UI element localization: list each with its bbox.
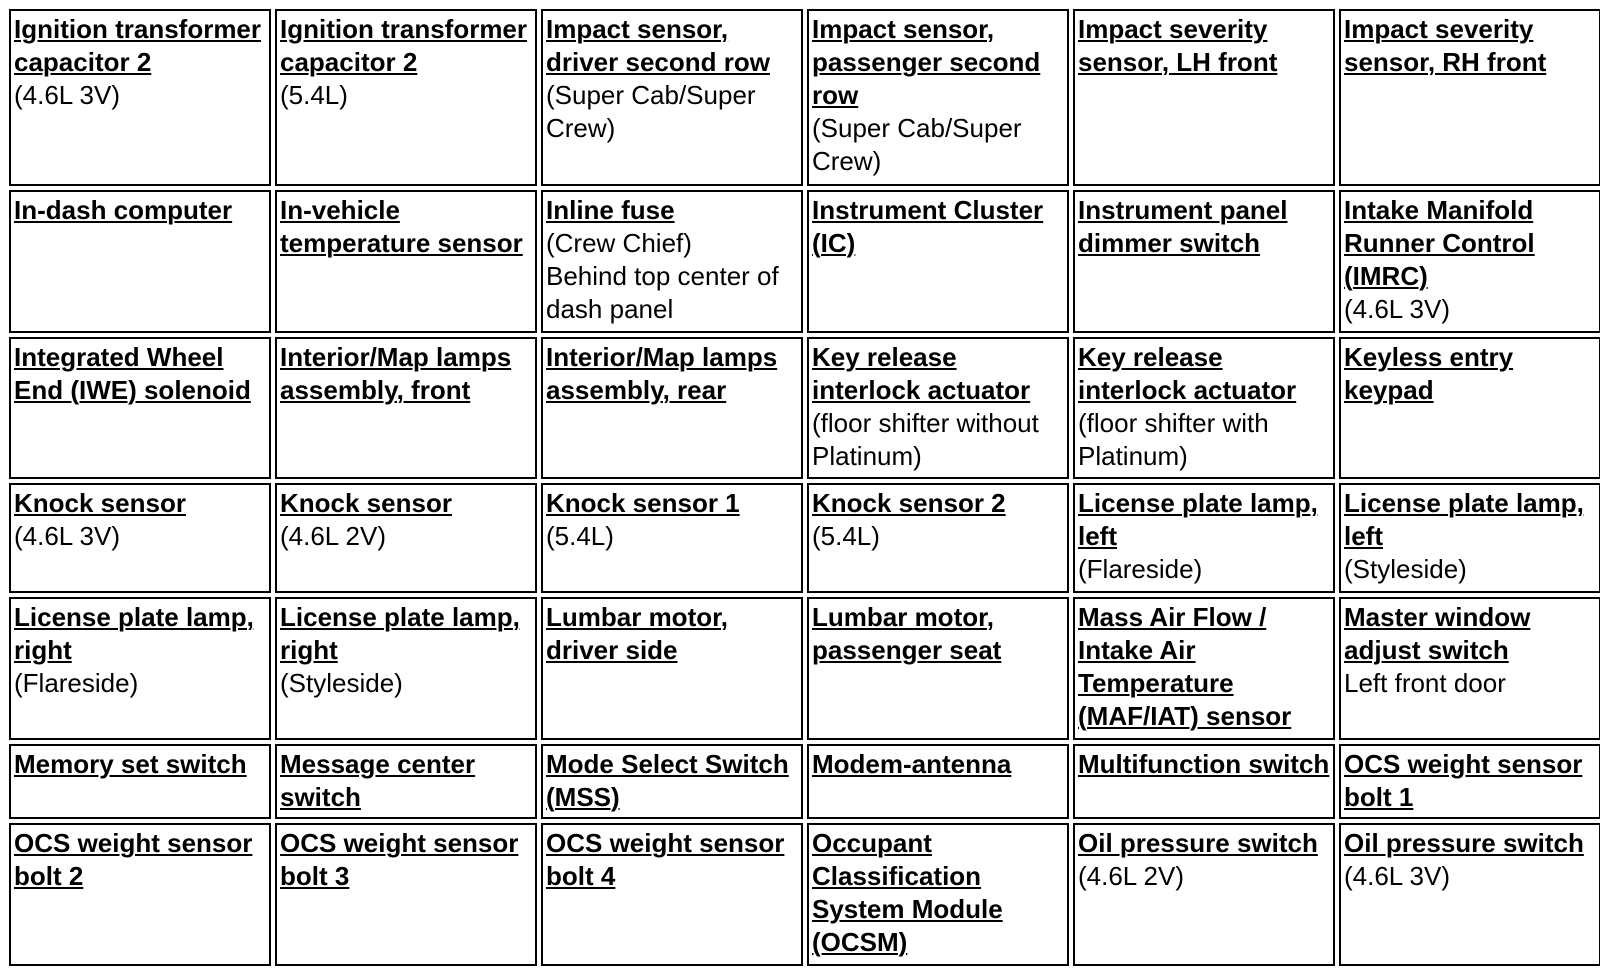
component-link[interactable]: Lumbar motor, passenger seat <box>812 601 1002 665</box>
table-row <box>9 823 1600 966</box>
component-link[interactable]: Keyless entry keypad <box>1344 341 1514 405</box>
component-cell <box>9 337 271 480</box>
component-cell <box>9 823 271 966</box>
component-link[interactable]: Modem-antenna <box>812 748 1012 779</box>
component-cell <box>9 483 271 592</box>
component-link[interactable]: OCS weight sensor bolt 2 <box>14 828 253 892</box>
component-link[interactable]: Ignition transformer capacitor 2 <box>14 14 262 77</box>
component-link[interactable]: Memory set switch <box>14 748 247 779</box>
component-link[interactable]: Message center switch <box>280 748 476 812</box>
component-link[interactable]: Intake Manifold Runner Control (IMRC) <box>1344 194 1535 291</box>
component-link[interactable]: Inline fuse <box>546 194 675 225</box>
component-link[interactable]: Integrated Wheel End (IWE) solenoid <box>14 341 251 405</box>
component-cell <box>1073 337 1335 480</box>
component-link[interactable]: Knock sensor <box>14 488 186 519</box>
component-link[interactable]: Impact severity sensor, RH front <box>1344 14 1547 77</box>
component-note: (floor shifter with Platinum) <box>1078 407 1269 471</box>
component-cell <box>541 190 803 333</box>
component-note: (Styleside) <box>1344 554 1467 585</box>
component-note: Left front door <box>1344 667 1506 698</box>
component-link[interactable]: OCS weight sensor bolt 4 <box>546 828 785 892</box>
component-cell <box>807 744 1069 820</box>
component-note: (5.4L) <box>280 80 348 110</box>
component-note: (Crew Chief) Behind top center of dash panel <box>546 227 779 324</box>
component-link[interactable]: Instrument Cluster (IC) <box>812 194 1044 258</box>
component-note: (Flareside) <box>14 667 139 698</box>
component-link[interactable]: Interior/Map lamps assembly, front <box>280 341 512 405</box>
component-link[interactable]: Mode Select Switch (MSS) <box>546 748 789 812</box>
component-cell <box>541 337 803 480</box>
component-cell <box>1073 744 1335 820</box>
component-cell <box>1073 823 1335 966</box>
component-link[interactable]: Instrument panel dimmer switch <box>1078 194 1288 258</box>
table-row <box>9 9 1600 186</box>
component-cell <box>1339 483 1600 592</box>
component-link[interactable]: Oil pressure switch <box>1078 828 1318 859</box>
component-cell <box>1073 190 1335 333</box>
component-link[interactable]: In-dash computer <box>14 194 233 225</box>
component-link[interactable]: Impact severity sensor, LH front <box>1078 14 1278 77</box>
component-note: (floor shifter without Platinum) <box>812 407 1039 471</box>
component-link[interactable]: Knock sensor 1 <box>546 488 740 519</box>
table-row <box>9 337 1600 480</box>
component-note: (4.6L 3V) <box>1344 293 1450 324</box>
component-note: (5.4L) <box>546 521 614 552</box>
component-cell <box>541 597 803 740</box>
component-link[interactable]: Ignition transformer capacitor 2 <box>280 14 528 77</box>
component-cell <box>1339 9 1600 186</box>
component-link[interactable]: License plate lamp, left <box>1078 488 1318 552</box>
component-cell <box>807 823 1069 966</box>
component-cell <box>275 483 537 592</box>
component-cell <box>275 823 537 966</box>
component-link[interactable]: Master window adjust switch <box>1344 601 1531 665</box>
component-cell <box>9 744 271 820</box>
component-cell <box>275 744 537 820</box>
component-link[interactable]: Oil pressure switch <box>1344 828 1584 859</box>
component-cell <box>9 9 271 186</box>
component-link[interactable]: Interior/Map lamps assembly, rear <box>546 341 778 405</box>
component-link[interactable]: Key release interlock actuator <box>1078 341 1297 405</box>
component-cell <box>1339 597 1600 740</box>
component-cell <box>1073 597 1335 740</box>
component-cell <box>1339 823 1600 966</box>
component-link[interactable]: License plate lamp, right <box>14 601 254 665</box>
component-note: (4.6L 3V) <box>1344 861 1450 892</box>
component-link[interactable]: Occupant Classification System Module (OCSM) <box>812 828 1003 958</box>
component-link[interactable]: Key release interlock actuator <box>812 341 1031 405</box>
component-cell <box>541 483 803 592</box>
component-cell <box>807 9 1069 186</box>
component-link[interactable]: Multifunction switch <box>1078 748 1330 779</box>
component-link[interactable]: Mass Air Flow / Intake Air Temperature (MAF/IAT) sensor <box>1078 601 1292 731</box>
component-cell <box>1073 483 1335 592</box>
component-cell <box>541 823 803 966</box>
component-note: (5.4L) <box>812 521 880 552</box>
component-cell <box>9 597 271 740</box>
component-index-body <box>9 9 1600 966</box>
component-note: (4.6L 3V) <box>14 521 120 552</box>
component-cell <box>9 190 271 333</box>
component-cell <box>807 483 1069 592</box>
component-link[interactable]: Lumbar motor, driver side <box>546 601 729 665</box>
table-row <box>9 597 1600 740</box>
table-row <box>9 744 1600 820</box>
component-cell <box>541 744 803 820</box>
component-note: (Super Cab/Super Crew) <box>546 80 756 143</box>
component-note: (4.6L 2V) <box>280 521 386 552</box>
component-link[interactable]: Impact sensor, driver second row <box>546 14 770 77</box>
component-note: (Super Cab/Super Crew) <box>812 113 1022 176</box>
component-link[interactable]: OCS weight sensor bolt 1 <box>1344 748 1583 812</box>
component-cell <box>275 337 537 480</box>
component-index-table <box>5 5 1600 970</box>
component-cell <box>807 597 1069 740</box>
component-link[interactable]: Knock sensor <box>280 488 452 519</box>
component-cell <box>807 337 1069 480</box>
component-cell <box>1339 337 1600 480</box>
component-cell <box>275 9 537 186</box>
component-link[interactable]: Knock sensor 2 <box>812 488 1006 519</box>
table-row <box>9 190 1600 333</box>
table-row <box>9 483 1600 592</box>
component-link[interactable]: Impact sensor, passenger second row <box>812 14 1041 110</box>
component-cell <box>275 190 537 333</box>
component-cell <box>807 190 1069 333</box>
component-note: (Flareside) <box>1078 554 1203 585</box>
component-link[interactable]: In-vehicle temperature sensor <box>280 194 523 258</box>
component-cell <box>1339 190 1600 333</box>
component-note: (Styleside) <box>280 667 403 698</box>
component-cell <box>1073 9 1335 186</box>
component-note: (4.6L 2V) <box>1078 861 1184 892</box>
component-note: (4.6L 3V) <box>14 80 120 110</box>
component-link[interactable]: OCS weight sensor bolt 3 <box>280 828 519 892</box>
component-link[interactable]: License plate lamp, left <box>1344 488 1584 552</box>
component-link[interactable]: License plate lamp, right <box>280 601 520 665</box>
component-cell <box>541 9 803 186</box>
component-cell <box>1339 744 1600 820</box>
component-cell <box>275 597 537 740</box>
